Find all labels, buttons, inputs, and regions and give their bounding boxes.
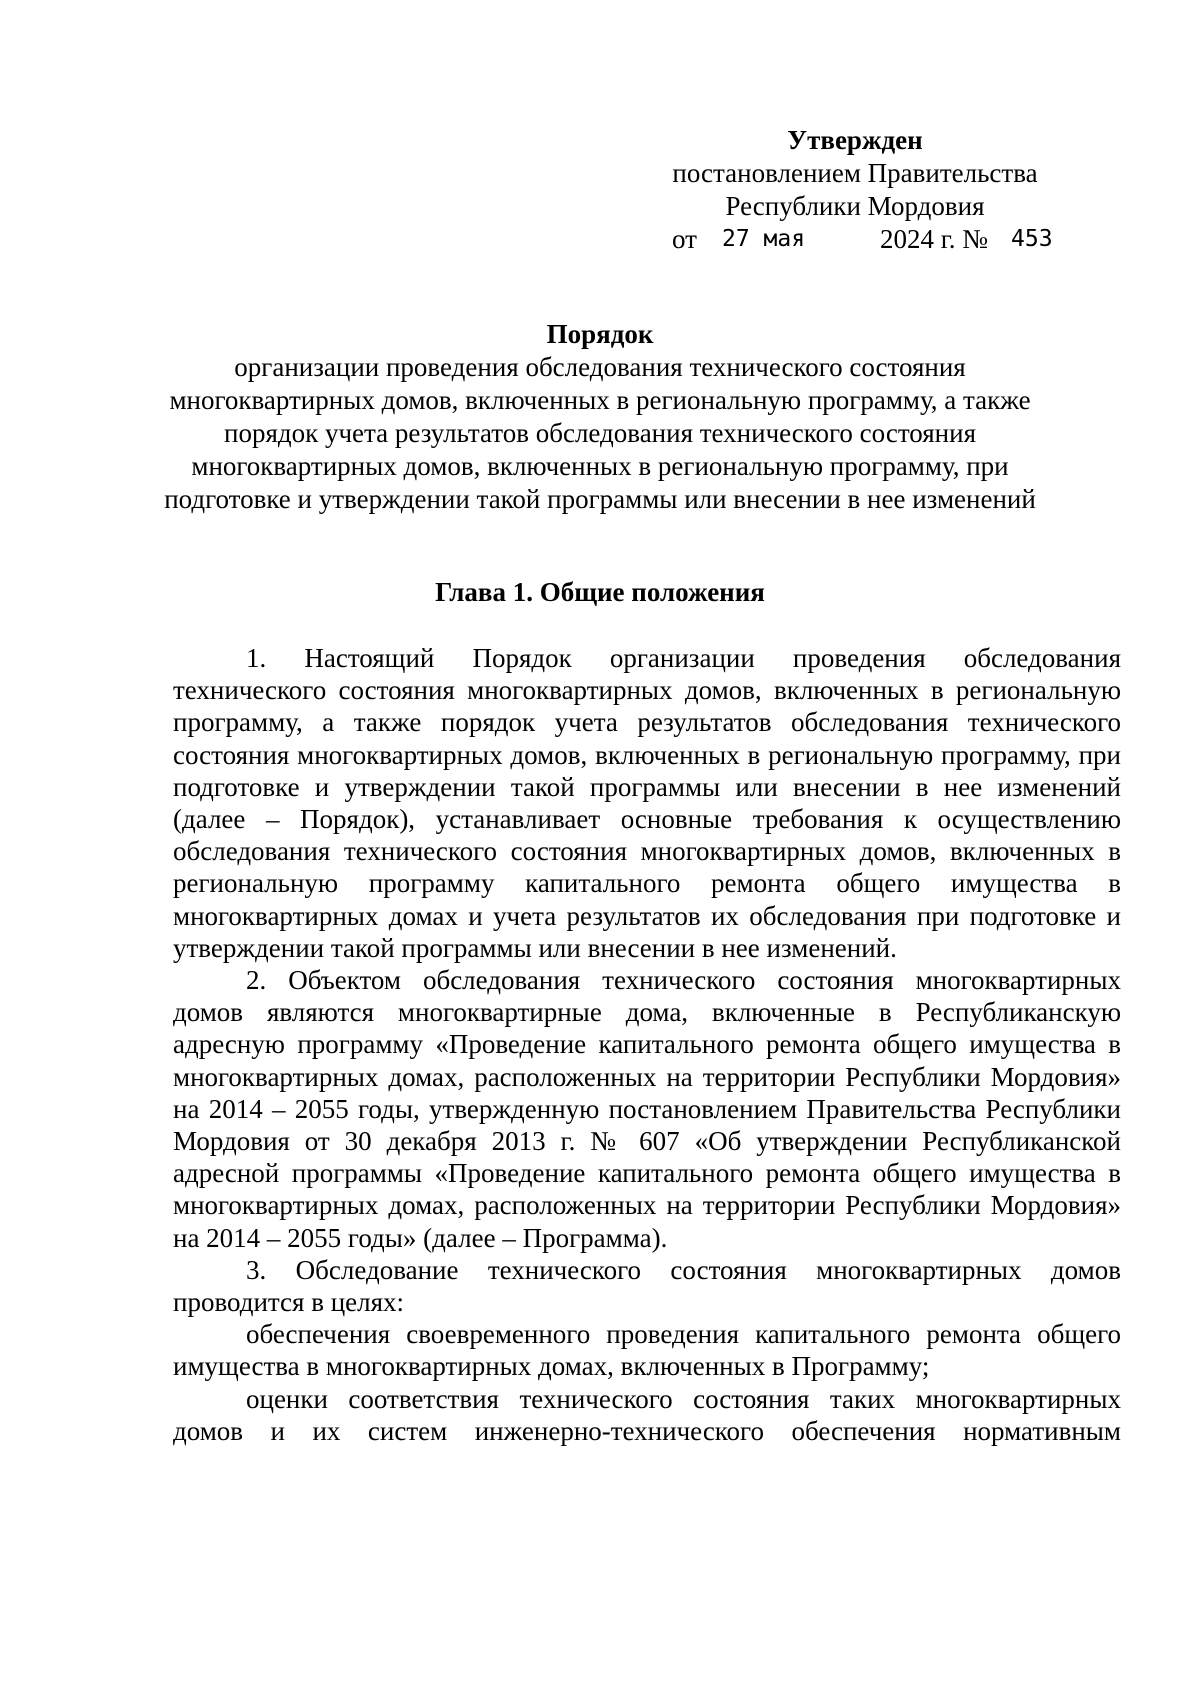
paragraph-3: 3. Обследование технического состояния многоквартирных домов проводится в целях:	[173, 1254, 1121, 1318]
approval-title: Утвержден	[787, 125, 923, 155]
title-line-4: многоквартирных домов, включенных в региональную программу, при	[191, 451, 1009, 481]
approval-date-line	[640, 223, 1070, 256]
title-line-5: подготовке и утверждении такой программы или внесении в нее изменений	[164, 484, 1036, 514]
decree-number: 453	[1011, 226, 1053, 252]
paragraph-3-item-1: обеспечения своевременного проведения капитального ремонта общего имущества в многоквартирных домах, включенных в Программу;	[173, 1319, 1121, 1382]
date-prefix: от	[672, 224, 697, 254]
title-line-2: многоквартирных домов, включенных в региональную программу, а также	[169, 385, 1031, 415]
paragraph-3-item-2: оценки соответствия технического состояния таких многоквартирных домов и их систем инженерно-технического обеспечения нормативным	[173, 1383, 1121, 1446]
title-line-1: организации проведения обследования технического состояния	[234, 352, 966, 382]
date-year: 2024 г. №	[880, 224, 989, 254]
title-line-3: порядок учета результатов обследования технического состояния	[224, 418, 976, 448]
body-text	[173, 642, 1121, 1447]
approval-stamp	[640, 124, 1070, 256]
title-heading: Порядок	[546, 319, 654, 349]
document-title	[120, 318, 1080, 516]
paragraph-1: 1. Настоящий Порядок организации проведения обследования технического состояния многоквартирных домов, включенных в региональную программу, а также порядок учета результатов обследования технического состояния многоквартирных домов, включенных в региональную программу, при подготовке и утверждении такой программы или внесении в нее изменений (далее – Порядок), устанавливает основные требования к осуществлению обследования технического состояния многоквартирных домов, включенных в региональную программу капитального ремонта общего имущества в многоквартирных домах и учета результатов их обследования при подготовке и утверждении такой программы или внесении в нее изменений.	[173, 643, 1121, 963]
approval-line-1: постановлением Правительства	[672, 158, 1038, 188]
chapter-heading: Глава 1. Общие положения	[435, 577, 765, 607]
approval-line-2: Республики Мордовия	[725, 191, 985, 221]
paragraph-2: 2. Объектом обследования технического состояния многоквартирных домов являются многоквартирные дома, включенные в Республиканскую адресную программу «Проведение капитального ремонта общего имущества в многоквартирных домах, расположенных на территории Республики Мордовия» на 2014 – 2055 годы, утвержденную постановлением Правительства Республики Мордовия от 30 декабря 2013 г. № 607 «Об утверждении Республиканской адресной программы «Проведение капитального ремонта общего имущества в многоквартирных домах, расположенных на территории Республики Мордовия» на 2014 – 2055 годы» (далее – Программа).	[173, 965, 1121, 1253]
date-day-month: 27 мая	[722, 226, 806, 252]
